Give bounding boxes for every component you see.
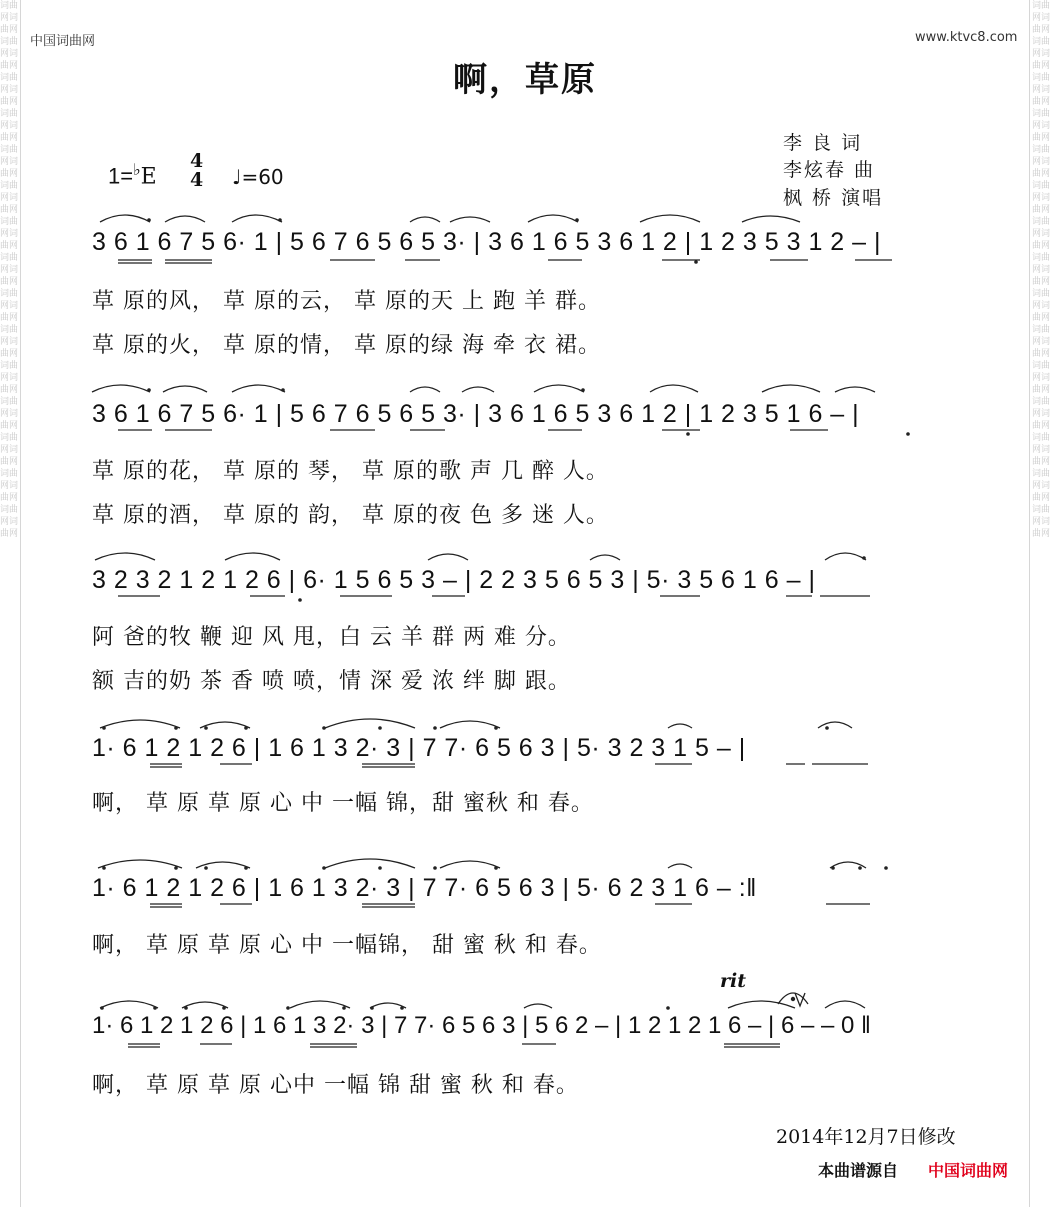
slur xyxy=(668,724,692,728)
ritardando-marking: rit xyxy=(720,970,747,992)
octave-dot xyxy=(494,866,498,870)
octave-dot xyxy=(153,1006,157,1010)
time-top: 4 xyxy=(190,150,204,172)
slur xyxy=(524,1004,552,1008)
lyricist-credit: 李 良 词 xyxy=(783,132,863,154)
octave-dot xyxy=(378,866,382,870)
system-3-lyrics-verse-1: 阿 爸的牧 鞭 迎 风 甩，白 云 羊 群 两 难 分。 xyxy=(92,625,571,650)
octave-dot xyxy=(862,556,866,560)
slur xyxy=(762,385,820,392)
slur xyxy=(410,217,440,222)
slur xyxy=(825,1001,865,1008)
slur xyxy=(100,1001,158,1008)
octave-dot xyxy=(433,726,437,730)
slur xyxy=(165,216,205,222)
system-2-lyrics-verse-2: 草 原的酒， 草 原的 韵， 草 原的夜 色 多 迷 人。 xyxy=(92,503,609,528)
octave-dot xyxy=(342,1006,346,1010)
octave-dot xyxy=(322,726,326,730)
site-url-right: www.ktvc8.com xyxy=(915,30,1018,45)
octave-dot xyxy=(244,726,248,730)
site-name-left: 中国词曲网 xyxy=(30,34,96,49)
octave-dot xyxy=(102,866,106,870)
slur xyxy=(100,720,180,728)
slur xyxy=(650,385,698,392)
system-4-notes: 1· 6 1 2 1 2 6 | 1 6 1 3 2· 3 | 7 7· 6 5 6 3 | 5· 3 2 3 1 5 – | xyxy=(92,734,746,762)
octave-dot xyxy=(298,598,302,602)
revision-date: 2014年12月7日修改 xyxy=(776,1126,956,1148)
song-title: 啊，草原 xyxy=(453,60,597,100)
slur xyxy=(98,860,182,868)
slur xyxy=(742,216,800,222)
system-3-lyrics-verse-2: 额 吉的奶 茶 香 喷 喷，情 深 爱 浓 绊 脚 跟。 xyxy=(92,669,571,694)
octave-dot xyxy=(581,388,585,392)
octave-dot xyxy=(666,1006,670,1010)
slur xyxy=(428,554,468,560)
composer-credit: 李炫春 曲 xyxy=(783,159,876,181)
octave-dot xyxy=(174,726,178,730)
system-5-lyrics: 啊， 草 原 草 原 心 中 一幅锦， 甜 蜜 秋 和 春。 xyxy=(92,933,602,958)
octave-dot xyxy=(204,866,208,870)
slur xyxy=(182,1002,228,1008)
octave-dot xyxy=(184,1006,188,1010)
slur xyxy=(163,386,207,392)
slur xyxy=(528,215,578,222)
system-1-lyrics-verse-2: 草 原的火， 草 原的情， 草 原的绿 海 牵 衣 裙。 xyxy=(92,333,601,358)
key-note: E xyxy=(140,164,157,190)
octave-dot xyxy=(378,726,382,730)
slur xyxy=(818,722,852,728)
system-2-lyrics-verse-1: 草 原的花， 草 原的 琴， 草 原的歌 声 几 醉 人。 xyxy=(92,459,609,484)
octave-dot xyxy=(906,432,910,436)
fermata-dot xyxy=(791,997,795,1001)
octave-dot xyxy=(204,726,208,730)
slur xyxy=(95,553,155,560)
octave-dot xyxy=(575,218,579,222)
octave-dot xyxy=(286,1006,290,1010)
slur xyxy=(232,215,282,222)
system-4-lyrics: 啊， 草 原 草 原 心 中 一幅 锦，甜 蜜秋 和 春。 xyxy=(92,791,594,816)
octave-dot xyxy=(494,726,498,730)
slur xyxy=(640,215,700,222)
source-site-link[interactable]: 中国词曲网 xyxy=(928,1161,1009,1180)
system-3-notes: 3 2 3 2 1 2 1 2 6 | 6· 1 5 6 5 3 – | 2 2 3 5 6 5 3 | 5· 3 5 6 1 6 – | xyxy=(92,566,816,594)
left-watermark-strip: 词曲网词曲网词曲网词曲网词曲网词曲网词曲网词曲网词曲网词曲网词曲网词曲网词曲网词曲网词曲网词曲网词曲网词曲网词曲网词曲网词曲网词曲网词曲网词曲网词曲网词曲网词曲网词曲网词曲网词曲网 xyxy=(0,1,18,539)
tempo-value: =60 xyxy=(241,165,284,189)
system-6-notes: 1· 6 1 2 1 2 6 | 1 6 1 3 2· 3 | 7 7· 6 5 6 3 | 5 6 2 – | 1 2 1 2 1 6 – | 6 – – 0 ‖ xyxy=(92,1012,871,1039)
key-prefix: 1= xyxy=(108,163,134,189)
source-label: 本曲谱源自 xyxy=(818,1161,899,1180)
slur xyxy=(100,215,150,222)
slur xyxy=(196,862,250,868)
slur xyxy=(728,1001,795,1008)
singer-credit: 枫 桥 演唱 xyxy=(783,187,884,209)
slur xyxy=(825,553,866,560)
slur xyxy=(92,385,150,392)
slur xyxy=(225,553,280,560)
octave-dot xyxy=(281,388,285,392)
slur xyxy=(835,387,875,392)
octave-dot xyxy=(400,1006,404,1010)
slur xyxy=(450,217,490,222)
slur xyxy=(462,387,494,392)
system-2-notes: 3 6 1 6 7 5 6· 1 | 5 6 7 6 5 6 5 3· | 3 6 1 6 5 3 6 1 2 | 1 2 3 5 1 6 – | xyxy=(92,400,860,428)
slur xyxy=(440,861,500,868)
slur xyxy=(232,385,285,392)
octave-dot xyxy=(884,866,888,870)
octave-dot xyxy=(858,866,862,870)
octave-dot xyxy=(100,1006,104,1010)
system-1-lyrics-verse-1: 草 原的风， 草 原的云， 草 原的天 上 跑 羊 群。 xyxy=(92,289,601,314)
slur xyxy=(325,859,415,868)
octave-dot xyxy=(370,1006,374,1010)
slur xyxy=(668,864,692,868)
time-bottom: 4 xyxy=(190,169,204,191)
octave-dot xyxy=(831,866,835,870)
octave-dot xyxy=(147,218,151,222)
slur xyxy=(410,387,440,392)
octave-dot xyxy=(686,432,690,436)
octave-dot xyxy=(174,866,178,870)
system-5-notes: 1· 6 1 2 1 2 6 | 1 6 1 3 2· 3 | 7 7· 6 5 6 3 | 5· 6 2 3 1 6 – :‖ xyxy=(92,874,757,902)
octave-dot xyxy=(825,726,829,730)
right-watermark-strip: 词曲网词曲网词曲网词曲网词曲网词曲网词曲网词曲网词曲网词曲网词曲网词曲网词曲网词曲网词曲网词曲网词曲网词曲网词曲网词曲网词曲网词曲网词曲网词曲网词曲网词曲网词曲网词曲网词曲网词曲网 xyxy=(1032,1,1050,539)
octave-dot xyxy=(278,218,282,222)
slur xyxy=(325,719,415,728)
octave-dot xyxy=(222,1006,226,1010)
octave-dot xyxy=(244,866,248,870)
octave-dot xyxy=(322,866,326,870)
octave-dot xyxy=(147,388,151,392)
octave-dot xyxy=(102,726,106,730)
slur xyxy=(290,1001,350,1008)
slur xyxy=(534,385,584,392)
slur xyxy=(440,721,500,728)
system-1-notes: 3 6 1 6 7 5 6· 1 | 5 6 7 6 5 6 5 3· | 3 6 1 6 5 3 6 1 2 | 1 2 3 5 3 1 2 – | xyxy=(92,228,882,256)
flat-sign: ♭ xyxy=(133,162,141,179)
octave-dot xyxy=(433,866,437,870)
quarter-note-icon: ♩ xyxy=(232,165,242,189)
system-6-lyrics: 啊， 草 原 草 原 心中 一幅 锦 甜 蜜 秋 和 春。 xyxy=(92,1073,579,1098)
slur xyxy=(590,555,620,560)
octave-dot xyxy=(694,260,698,264)
